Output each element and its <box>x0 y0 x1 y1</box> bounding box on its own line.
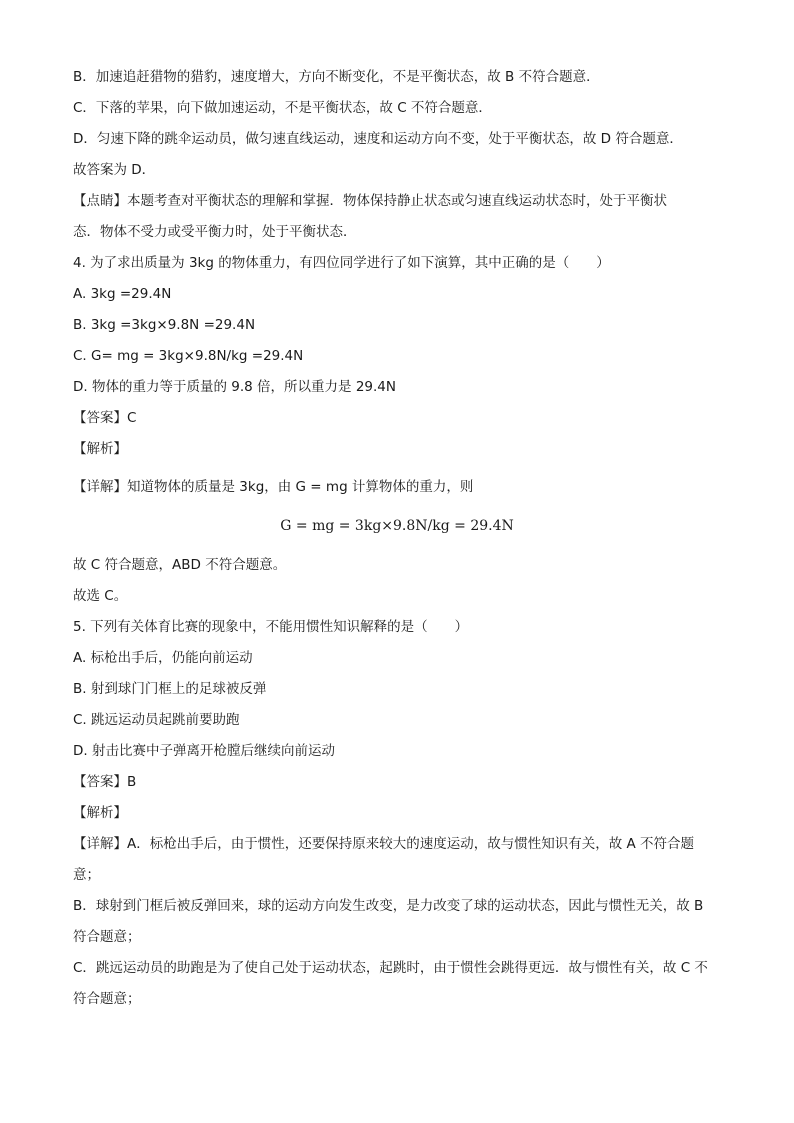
question-4-option-a: A. 3kg =29.4N <box>73 286 172 302</box>
text-line: 态．物体不受力或受平衡力时，处于平衡状态． <box>73 224 357 240</box>
question-5-option-a: A. 标枪出手后，仍能向前运动 <box>73 650 253 666</box>
answer-label: 【答案】B <box>73 774 137 790</box>
analysis-label: 【解析】 <box>73 441 127 457</box>
text-line: C．跳远运动员的助跑是为了使自己处于运动状态，起跳时，由于惯性会跳得更远．故与惯性有关，故 C 不 <box>73 960 708 976</box>
text-line: B．球射到门框后被反弹回来，球的运动方向发生改变，是力改变了球的运动状态，因此与惯性无关，故 B <box>73 898 704 914</box>
text-line: 故答案为 D． <box>73 162 156 178</box>
text-line: D．匀速下降的跳伞运动员，做匀速直线运动，速度和运动方向不变，处于平衡状态，故 D 符合题意． <box>73 131 683 147</box>
question-5-option-c: C. 跳远运动员起跳前要助跑 <box>73 712 240 728</box>
text-line: 符合题意； <box>73 991 141 1007</box>
question-4-stem: 4. 为了求出质量为 3kg 的物体重力，有四位同学进行了如下演算，其中正确的是（ ） <box>73 255 610 271</box>
question-5-option-d: D. 射击比赛中子弹离开枪膛后继续向前运动 <box>73 743 335 759</box>
text-line: B．加速追赶猎物的猎豹，速度增大，方向不断变化，不是平衡状态，故 B 不符合题意． <box>73 69 600 85</box>
question-5-stem: 5. 下列有关体育比赛的现象中，不能用惯性知识解释的是（ ） <box>73 619 469 635</box>
detail-text: 【详解】A．标枪出手后，由于惯性，还要保持原来较大的速度运动，故与惯性知识有关，故 A 不符合题 <box>73 836 695 852</box>
question-4-option-b: B. 3kg =3kg×9.8N =29.4N <box>73 317 256 333</box>
text-line: 故 C 符合题意，ABD 不符合题意。 <box>73 557 287 573</box>
text-line: 故选 C。 <box>73 588 128 604</box>
text-line: 符合题意； <box>73 929 141 945</box>
question-5-option-b: B. 射到球门门框上的足球被反弹 <box>73 681 267 697</box>
question-4-option-d: D. 物体的重力等于质量的 9.8 倍，所以重力是 29.4N <box>73 379 396 395</box>
analysis-label: 【解析】 <box>73 805 127 821</box>
text-line: 意； <box>73 867 100 883</box>
text-line: 【点睛】本题考查对平衡状态的理解和掌握．物体保持静止状态或匀速直线运动状态时，处于平衡状 <box>73 193 667 209</box>
detail-text: 【详解】知道物体的质量是 3kg，由 G = mg 计算物体的重力，则 <box>73 479 474 495</box>
question-4-option-c: C. G= mg = 3kg×9.8N/kg =29.4N <box>73 348 304 364</box>
formula: G = mg = 3kg×9.8N/kg = 29.4N <box>280 518 514 534</box>
text-line: C．下落的苹果，向下做加速运动，不是平衡状态，故 C 不符合题意． <box>73 100 492 116</box>
answer-label: 【答案】C <box>73 410 137 426</box>
